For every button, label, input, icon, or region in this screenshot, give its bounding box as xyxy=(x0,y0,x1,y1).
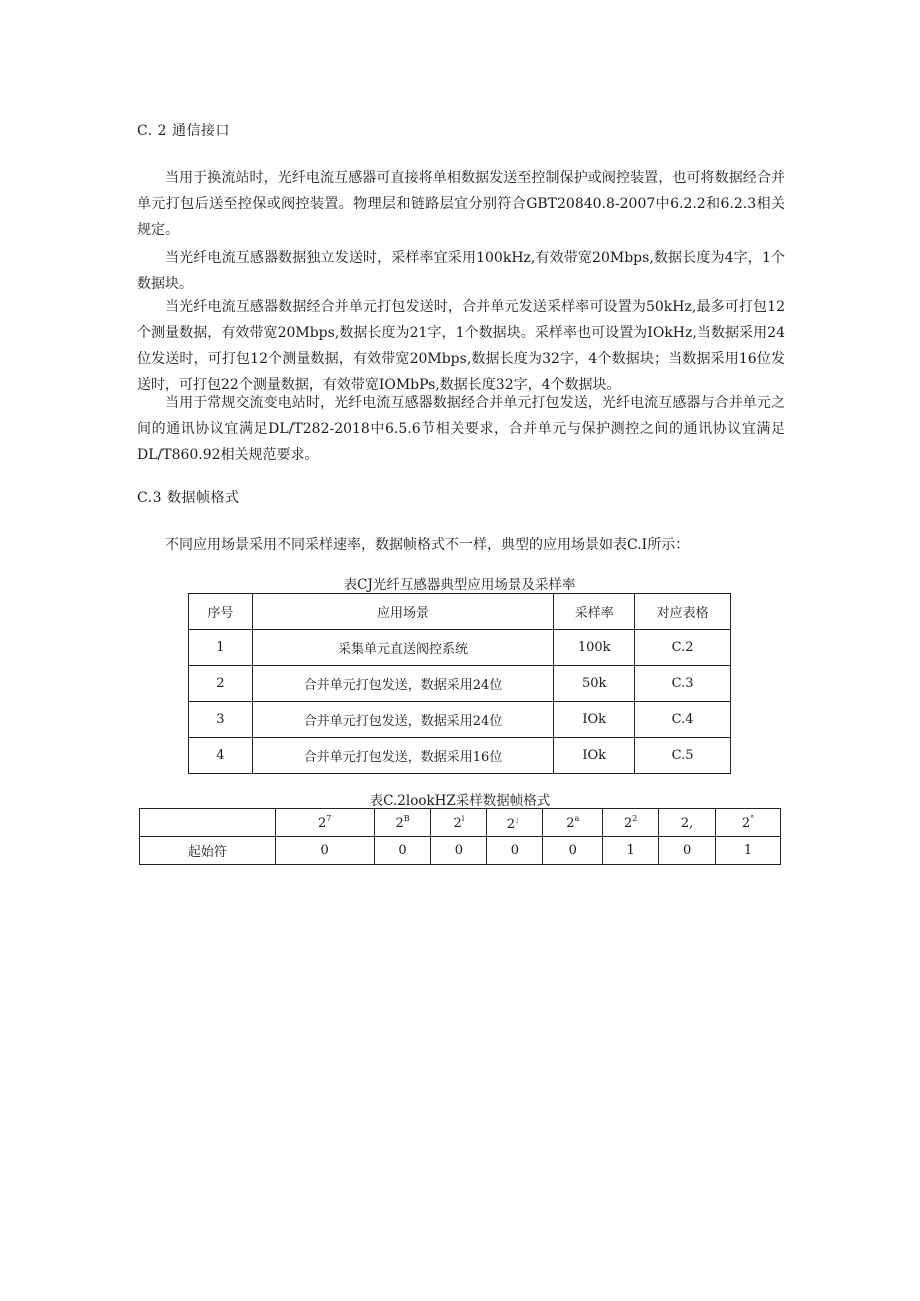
cell-sample-rate: 100k xyxy=(554,630,635,666)
cell-scenario: 合并单元打包发送，数据采用24位 xyxy=(252,666,553,702)
bit-header xyxy=(374,809,431,837)
paragraph-text: 当用于换流站时，光纤电流互感器可直接将单相数据发送至控制保护或阀控装置，也可将数据经合并单元打包后送至控保或阀控装置。物理层和链路层宜分别符合GBT20840.8-2007中6.2.2和6.2.3相关规定。 xyxy=(137,170,785,238)
cell-index: 2 xyxy=(189,666,253,702)
bit-exponent: ° xyxy=(750,814,755,823)
table-row xyxy=(189,738,731,774)
bit-value: 1 xyxy=(716,837,781,865)
table-row xyxy=(189,702,731,738)
bit-header xyxy=(603,809,659,837)
bit-header xyxy=(543,809,603,837)
bit-base: 2 xyxy=(506,816,515,832)
row-label: 起始符 xyxy=(140,837,276,865)
header-index: 序号 xyxy=(189,594,253,630)
table2-caption: 表C.2lookHZ采样数据帧格式 xyxy=(369,793,551,809)
section-c3-heading: C.3 数据帧格式 xyxy=(137,490,240,506)
table-row xyxy=(189,666,731,702)
cell-index: 3 xyxy=(189,702,253,738)
cell-scenario: 采集单元直送阀控系统 xyxy=(252,630,553,666)
cell-index: 4 xyxy=(189,738,253,774)
bit-header xyxy=(431,809,487,837)
bit-value: 0 xyxy=(659,837,716,865)
bit-base: 2 xyxy=(395,816,404,831)
cell-sample-rate: 50k xyxy=(554,666,635,702)
bit-base: 2 xyxy=(623,816,633,831)
bit-header xyxy=(487,809,543,837)
cell-scenario: 合并单元打包发送，数据采用16位 xyxy=(252,738,553,774)
bit-base: 2 xyxy=(741,816,751,831)
bit-value: 0 xyxy=(431,837,487,865)
cell-index: 1 xyxy=(189,630,253,666)
bit-header xyxy=(275,809,374,837)
bit-value: 0 xyxy=(275,837,374,865)
header-label-blank xyxy=(140,809,276,837)
bit-base: 2, xyxy=(680,816,694,831)
section-c2-paragraph-4 xyxy=(137,390,785,468)
bit-exponent: a xyxy=(574,814,580,823)
frame-format-table xyxy=(139,808,781,865)
bit-value: 0 xyxy=(374,837,431,865)
paragraph-text: 当光纤电流互感器数据独立发送时，采样率宜采用100kHz,有效带宽20Mbps,数据长度为4字，1个数据块。 xyxy=(137,250,785,292)
bit-exponent: 7 xyxy=(326,814,332,823)
cell-table-ref: C.2 xyxy=(635,630,731,666)
section-c2-heading: C. 2 通信接口 xyxy=(137,123,230,139)
bit-value: 1 xyxy=(603,837,659,865)
bit-value: 0 xyxy=(543,837,603,865)
cell-scenario: 合并单元打包发送，数据采用24位 xyxy=(252,702,553,738)
cell-table-ref: C.3 xyxy=(635,666,731,702)
bit-exponent: B xyxy=(403,814,410,823)
table-header-row xyxy=(189,594,731,630)
section-c2-paragraph-3 xyxy=(137,294,785,398)
section-c2-paragraph-2 xyxy=(137,245,785,297)
bit-exponent: 2 xyxy=(632,814,638,823)
paragraph-text: 不同应用场景采用不同采样速率，数据帧格式不一样，典型的应用场景如表C.I所示： xyxy=(165,537,690,553)
table-row xyxy=(140,837,781,865)
header-table-ref: 对应表格 xyxy=(635,594,731,630)
bit-header xyxy=(659,809,716,837)
cell-table-ref: C.5 xyxy=(635,738,731,774)
header-scenario: 应用场景 xyxy=(252,594,553,630)
cell-sample-rate: IOk xyxy=(554,738,635,774)
cell-sample-rate: IOk xyxy=(554,702,635,738)
table-row xyxy=(189,630,731,666)
section-c3-intro xyxy=(137,532,785,558)
bit-exponent: i xyxy=(461,814,465,823)
bit-value: 0 xyxy=(487,837,543,865)
section-c2-paragraph-1 xyxy=(137,165,785,243)
bit-base: 2 xyxy=(566,816,575,831)
header-sample-rate: 采样率 xyxy=(554,594,635,630)
bit-header xyxy=(716,809,781,837)
bit-base: 2 xyxy=(453,816,462,831)
table-header-row xyxy=(140,809,781,837)
table1-caption: 表CJ光纤互感器典型应用场景及采样率 xyxy=(343,577,576,593)
bit-exponent: 」 xyxy=(514,814,523,824)
scenario-table xyxy=(188,593,731,774)
cell-table-ref: C.4 xyxy=(635,702,731,738)
paragraph-text: 当光纤电流互感器数据经合并单元打包发送时，合并单元发送采样率可设置为50kHz,最多可打包12个测量数据，有效带宽20Mbps,数据长度为21字，1个数据块。采样率也可设置为IOkHz,当数据采用24位发送时，可打包12个测量数据，有效带宽20Mbps,数据长度为32字，4个数据块；当数据采用16位发送时，可打包22个测量数据，有效带宽IOMbPs,数据长度32字，4个数据块。 xyxy=(137,299,785,393)
bit-base: 2 xyxy=(317,816,327,831)
paragraph-text: 当用于常规交流变电站时，光纤电流互感器数据经合并单元打包发送，光纤电流互感器与合并单元之间的通讯协议宜满足DL/T282-2018中6.5.6节相关要求，合并单元与保护测控之间的通讯协议宜满足DL/T860.92相关规范要求。 xyxy=(137,395,785,463)
